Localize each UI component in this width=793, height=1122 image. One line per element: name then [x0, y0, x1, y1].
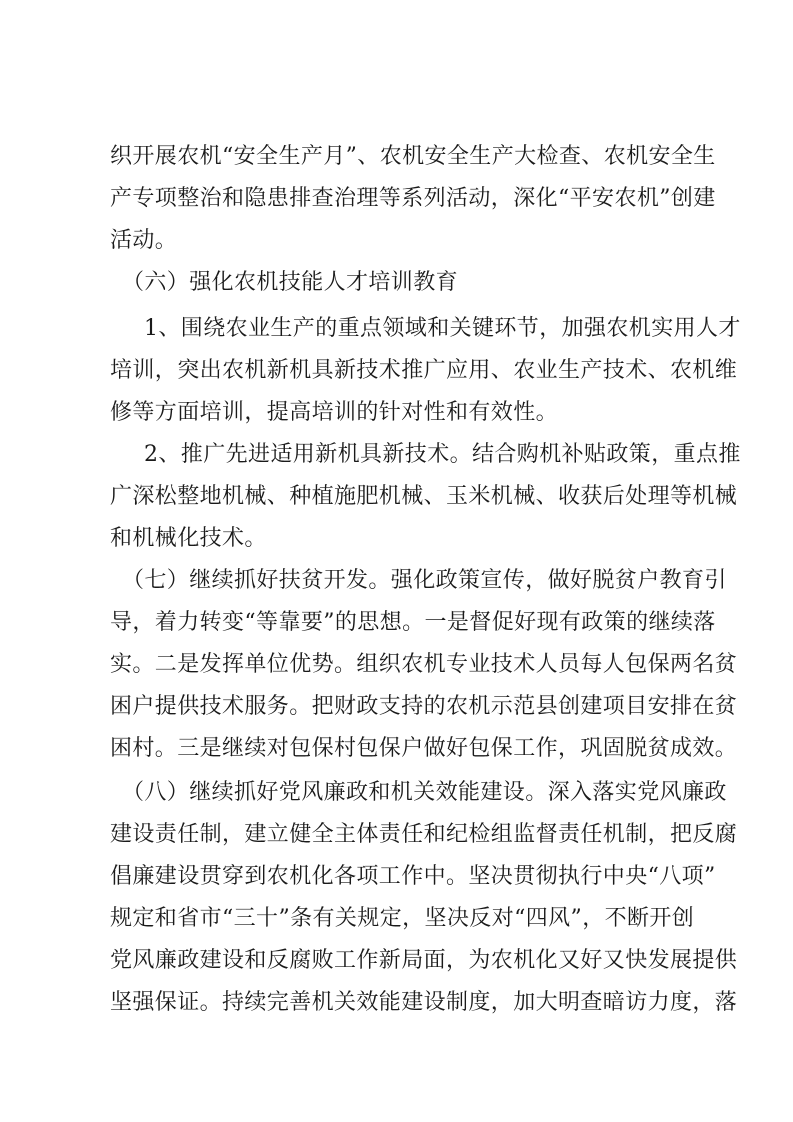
text-line: 规定和省市“三十”条有关规定，坚决反对“四风”，不断开创 — [110, 906, 695, 931]
text-line: 党风廉政建设和反腐败工作新局面，为农机化又好又快发展提供 — [110, 948, 738, 973]
text-line: 和机械化技术。 — [110, 526, 267, 551]
section-heading-8: （八）继续抓好党风廉政和机关效能建设。深入落实党风廉政 — [122, 780, 727, 805]
text-line: 修等方面培训，提高培训的针对性和有效性。 — [110, 400, 559, 425]
text-line: 实。二是发挥单位优势。组织农机专业技术人员每人包保两名贫 — [110, 652, 738, 677]
text-line: 1、围绕农业生产的重点领域和关键环节，加强农机实用人才 — [144, 316, 741, 341]
text-line: 导，着力转变“等靠要”的思想。一是督促好现有政策的继续落 — [110, 610, 716, 635]
text-line: 倡廉建设贯穿到农机化各项工作中。坚决贯彻执行中央“八项” — [110, 864, 716, 889]
text-line: 2、推广先进适用新机具新技术。结合购机补贴政策，重点推 — [144, 442, 741, 467]
text-line: 织开展农机“安全生产月”、农机安全生产大检查、农机安全生 — [110, 144, 716, 169]
text-line: 坚强保证。持续完善机关效能建设制度，加大明查暗访力度，落 — [110, 990, 738, 1015]
text-line: 广深松整地机械、种植施肥机械、玉米机械、收获后处理等机械 — [110, 484, 738, 509]
text-line: 培训，突出农机新机具新技术推广应用、农业生产技术、农机维 — [110, 358, 738, 383]
text-line: 产专项整治和隐患排查治理等系列活动，深化“平安农机”创建 — [110, 186, 716, 211]
text-line: 建设责任制，建立健全主体责任和纪检组监督责任机制，把反腐 — [110, 822, 738, 847]
text-line: 活动。 — [110, 228, 178, 253]
text-line: 困村。三是继续对包保村包保户做好包保工作，巩固脱贫成效。 — [110, 736, 738, 761]
section-heading-6: （六）强化农机技能人才培训教育 — [122, 270, 459, 295]
section-heading-7: （七）继续抓好扶贫开发。强化政策宣传，做好脱贫户教育引 — [122, 568, 727, 593]
text-line: 困户提供技术服务。把财政支持的农机示范县创建项目安排在贫 — [110, 694, 738, 719]
